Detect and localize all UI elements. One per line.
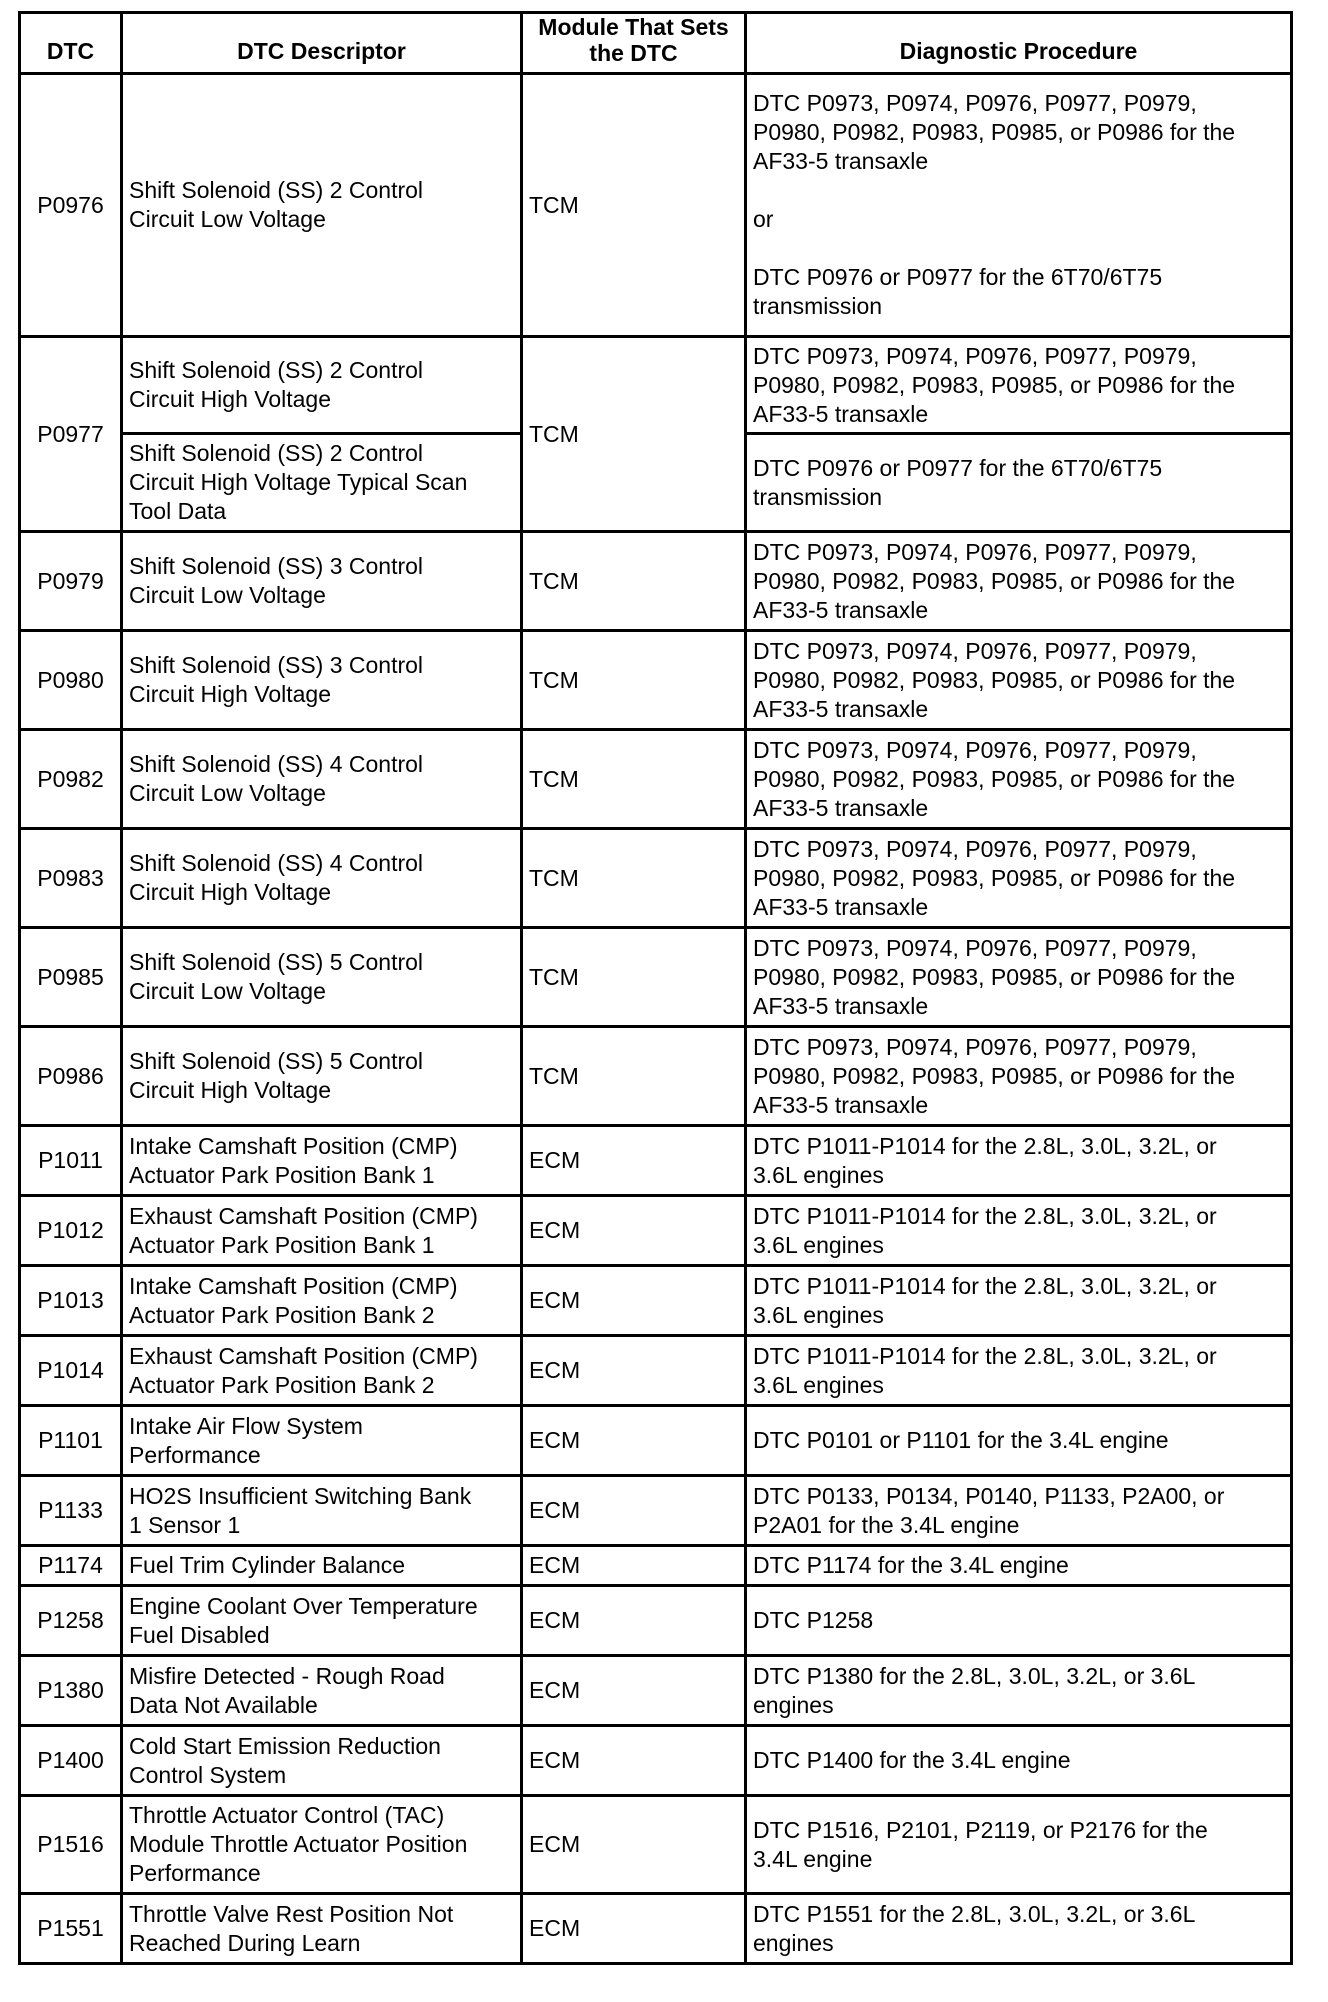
dtc-code: P1400 — [20, 1726, 122, 1796]
dtc-descriptor: Shift Solenoid (SS) 4 Control Circuit Low Voltage — [122, 730, 522, 829]
dtc-code: P1174 — [20, 1546, 122, 1586]
dtc-descriptor: Shift Solenoid (SS) 5 Control Circuit Low Voltage — [122, 928, 522, 1027]
module: ECM — [522, 1126, 746, 1196]
table-row — [20, 1894, 1292, 1964]
table-row — [20, 1546, 1292, 1586]
dtc-code: P1014 — [20, 1336, 122, 1406]
table-row — [20, 1656, 1292, 1726]
diagnostic-procedure: DTC P1011-P1014 for the 2.8L, 3.0L, 3.2L, or 3.6L engines — [746, 1196, 1292, 1266]
diagnostic-procedure: DTC P1380 for the 2.8L, 3.0L, 3.2L, or 3.6L engines — [746, 1656, 1292, 1726]
header-procedure: Diagnostic Procedure — [746, 13, 1292, 74]
dtc-code: P0982 — [20, 730, 122, 829]
diagnostic-procedure: DTC P1258 — [746, 1586, 1292, 1656]
table-row — [20, 74, 1292, 337]
dtc-code: P1551 — [20, 1894, 122, 1964]
module: ECM — [522, 1586, 746, 1656]
dtc-code: P1516 — [20, 1796, 122, 1894]
module: ECM — [522, 1894, 746, 1964]
header-descriptor: DTC Descriptor — [122, 13, 522, 74]
dtc-descriptor: Intake Camshaft Position (CMP) Actuator Park Position Bank 2 — [122, 1266, 522, 1336]
table-row — [20, 1336, 1292, 1406]
dtc-descriptor: Shift Solenoid (SS) 4 Control Circuit High Voltage — [122, 829, 522, 928]
module: TCM — [522, 928, 746, 1027]
diagnostic-procedure: DTC P0973, P0974, P0976, P0977, P0979, P0980, P0982, P0983, P0985, or P0986 for the AF33-5 transaxle — [746, 730, 1292, 829]
dtc-code: P0980 — [20, 631, 122, 730]
table-row — [20, 829, 1292, 928]
header-row — [20, 13, 1292, 74]
table-row — [20, 532, 1292, 631]
dtc-code: P1380 — [20, 1656, 122, 1726]
dtc-descriptor: Shift Solenoid (SS) 2 Control Circuit High Voltage — [122, 337, 522, 434]
dtc-code: P1011 — [20, 1126, 122, 1196]
module: ECM — [522, 1336, 746, 1406]
dtc-descriptor: Throttle Valve Rest Position Not Reached During Learn — [122, 1894, 522, 1964]
dtc-descriptor: Shift Solenoid (SS) 5 Control Circuit High Voltage — [122, 1027, 522, 1126]
module: ECM — [522, 1796, 746, 1894]
dtc-table — [18, 11, 1293, 1965]
dtc-code: P1012 — [20, 1196, 122, 1266]
dtc-descriptor: Intake Air Flow System Performance — [122, 1406, 522, 1476]
module: ECM — [522, 1546, 746, 1586]
diagnostic-procedure: DTC P0973, P0974, P0976, P0977, P0979, P0980, P0982, P0983, P0985, or P0986 for the AF33-5 transaxle — [746, 337, 1292, 434]
diagnostic-procedure: DTC P1551 for the 2.8L, 3.0L, 3.2L, or 3.6L engines — [746, 1894, 1292, 1964]
table-row — [20, 1027, 1292, 1126]
module: ECM — [522, 1266, 746, 1336]
module: ECM — [522, 1196, 746, 1266]
table-row — [20, 1476, 1292, 1546]
dtc-descriptor: Cold Start Emission Reduction Control System — [122, 1726, 522, 1796]
dtc-descriptor: Throttle Actuator Control (TAC) Module Throttle Actuator Position Performance — [122, 1796, 522, 1894]
header-dtc: DTC — [20, 13, 122, 74]
dtc-code: P0979 — [20, 532, 122, 631]
table-row — [20, 1726, 1292, 1796]
dtc-code: P0985 — [20, 928, 122, 1027]
module: TCM — [522, 631, 746, 730]
dtc-descriptor: Exhaust Camshaft Position (CMP) Actuator Park Position Bank 1 — [122, 1196, 522, 1266]
diagnostic-procedure: DTC P0133, P0134, P0140, P1133, P2A00, or P2A01 for the 3.4L engine — [746, 1476, 1292, 1546]
table-row — [20, 337, 1292, 434]
dtc-descriptor: Shift Solenoid (SS) 2 Control Circuit High Voltage Typical Scan Tool Data — [122, 434, 522, 532]
module: ECM — [522, 1476, 746, 1546]
diagnostic-procedure: DTC P1011-P1014 for the 2.8L, 3.0L, 3.2L, or 3.6L engines — [746, 1126, 1292, 1196]
dtc-descriptor: Shift Solenoid (SS) 2 Control Circuit Low Voltage — [122, 74, 522, 337]
module: TCM — [522, 532, 746, 631]
module: TCM — [522, 74, 746, 337]
module: ECM — [522, 1656, 746, 1726]
header-module: Module That Sets the DTC — [522, 13, 746, 74]
table-row — [20, 1406, 1292, 1476]
diagnostic-procedure: DTC P1011-P1014 for the 2.8L, 3.0L, 3.2L, or 3.6L engines — [746, 1266, 1292, 1336]
dtc-code: P1258 — [20, 1586, 122, 1656]
diagnostic-procedure: DTC P0101 or P1101 for the 3.4L engine — [746, 1406, 1292, 1476]
dtc-descriptor: Intake Camshaft Position (CMP) Actuator Park Position Bank 1 — [122, 1126, 522, 1196]
dtc-descriptor: Engine Coolant Over Temperature Fuel Disabled — [122, 1586, 522, 1656]
dtc-descriptor: HO2S Insufficient Switching Bank 1 Sensor 1 — [122, 1476, 522, 1546]
diagnostic-procedure: DTC P0976 or P0977 for the 6T70/6T75 transmission — [746, 434, 1292, 532]
module: TCM — [522, 337, 746, 532]
table-row — [20, 1266, 1292, 1336]
table-row — [20, 730, 1292, 829]
dtc-descriptor: Exhaust Camshaft Position (CMP) Actuator Park Position Bank 2 — [122, 1336, 522, 1406]
diagnostic-procedure: DTC P0973, P0974, P0976, P0977, P0979, P0980, P0982, P0983, P0985, or P0986 for the AF33-5 transaxle — [746, 1027, 1292, 1126]
diagnostic-procedure: DTC P1011-P1014 for the 2.8L, 3.0L, 3.2L, or 3.6L engines — [746, 1336, 1292, 1406]
module: TCM — [522, 829, 746, 928]
dtc-code: P0976 — [20, 74, 122, 337]
dtc-descriptor: Fuel Trim Cylinder Balance — [122, 1546, 522, 1586]
diagnostic-procedure: DTC P1174 for the 3.4L engine — [746, 1546, 1292, 1586]
module: TCM — [522, 1027, 746, 1126]
module: ECM — [522, 1406, 746, 1476]
diagnostic-procedure: DTC P0973, P0974, P0976, P0977, P0979, P0980, P0982, P0983, P0985, or P0986 for the AF33-5 transaxle — [746, 829, 1292, 928]
dtc-code: P0986 — [20, 1027, 122, 1126]
table-row — [20, 1126, 1292, 1196]
table-row — [20, 1586, 1292, 1656]
dtc-code: P1133 — [20, 1476, 122, 1546]
dtc-code: P1013 — [20, 1266, 122, 1336]
dtc-code: P0983 — [20, 829, 122, 928]
dtc-code: P1101 — [20, 1406, 122, 1476]
table-row — [20, 631, 1292, 730]
diagnostic-procedure: DTC P0973, P0974, P0976, P0977, P0979, P0980, P0982, P0983, P0985, or P0986 for the AF33-5 transaxle — [746, 631, 1292, 730]
module: TCM — [522, 730, 746, 829]
table-row — [20, 1196, 1292, 1266]
diagnostic-procedure: DTC P1400 for the 3.4L engine — [746, 1726, 1292, 1796]
diagnostic-procedure: DTC P0973, P0974, P0976, P0977, P0979, P0980, P0982, P0983, P0985, or P0986 for the AF33-5 transaxle — [746, 928, 1292, 1027]
dtc-descriptor: Misfire Detected - Rough Road Data Not Available — [122, 1656, 522, 1726]
dtc-code: P0977 — [20, 337, 122, 532]
dtc-descriptor: Shift Solenoid (SS) 3 Control Circuit High Voltage — [122, 631, 522, 730]
dtc-descriptor: Shift Solenoid (SS) 3 Control Circuit Low Voltage — [122, 532, 522, 631]
table-row — [20, 1796, 1292, 1894]
diagnostic-procedure: DTC P0973, P0974, P0976, P0977, P0979, P0980, P0982, P0983, P0985, or P0986 for the AF33-5 transaxle or DTC P0976 or P0977 for the 6T70/6T75 transmission — [746, 74, 1292, 337]
diagnostic-procedure: DTC P1516, P2101, P2119, or P2176 for the 3.4L engine — [746, 1796, 1292, 1894]
table-row — [20, 928, 1292, 1027]
diagnostic-procedure: DTC P0973, P0974, P0976, P0977, P0979, P0980, P0982, P0983, P0985, or P0986 for the AF33-5 transaxle — [746, 532, 1292, 631]
module: ECM — [522, 1726, 746, 1796]
